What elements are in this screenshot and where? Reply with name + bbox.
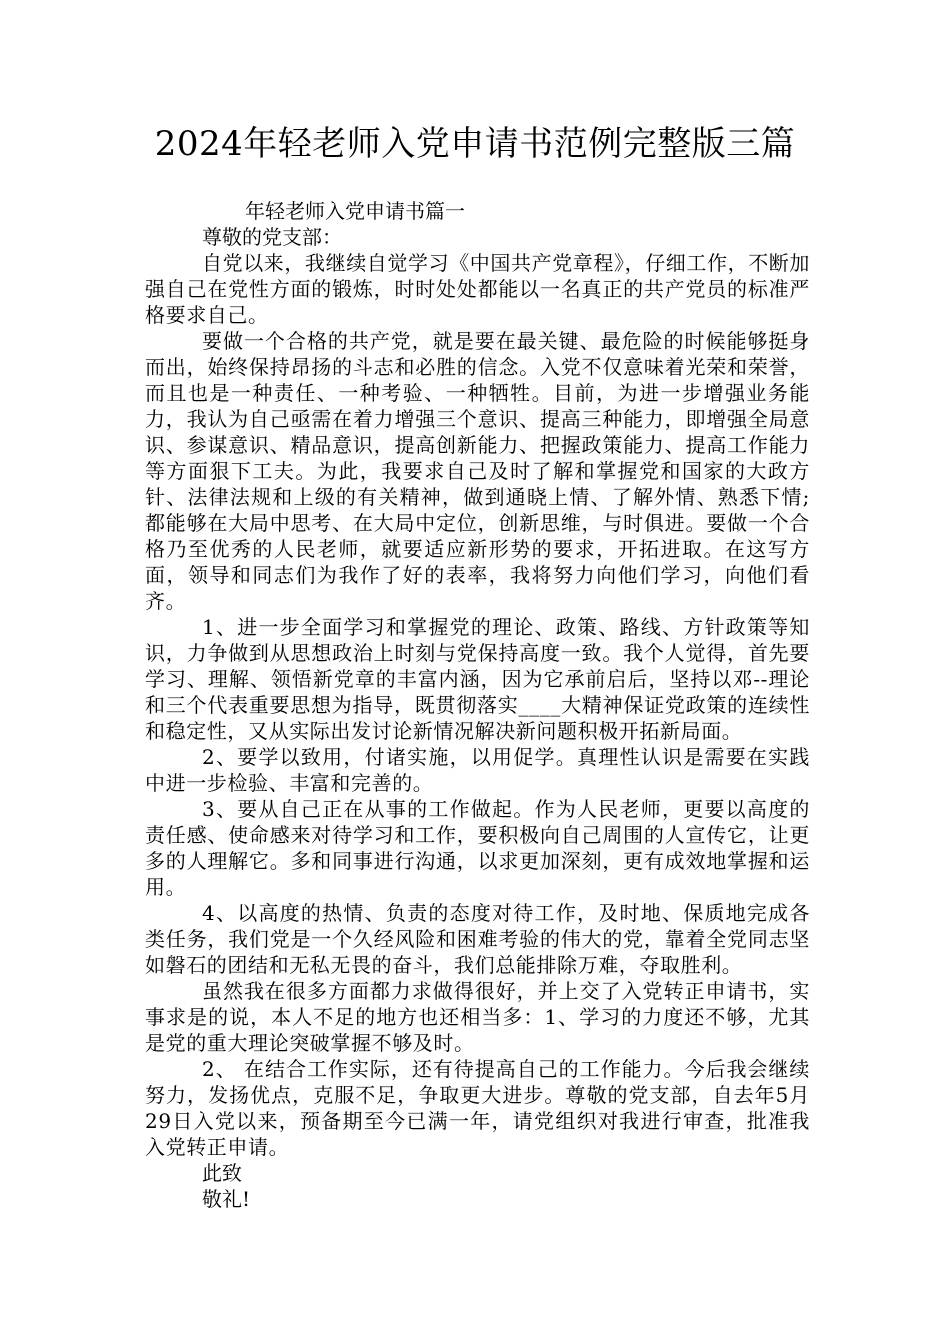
document-title: 2024年轻老师入党申请书范例完整版三篇 [154,124,796,164]
salutation: 尊敬的党支部： [202,225,342,249]
closing-line-2: 敬礼! [202,1187,251,1211]
closing-line-1: 此致 [202,1161,242,1185]
paragraph-3: 1、进一步全面学习和掌握党的理论、政策、路线、方针政策等知识，力争做到从思想政治上时刻与党保持高度一致。我个人觉得，首先要学习、理解、领悟新党章的丰富内涵，因为它承前启后，坚持以邓--理论和三个代表重要思想为指导，既贯彻落实____大精神保证党政策的连续性和稳定性，又从实际出发讨论新情况解决新问题积极开拓新局面。 [145,615,810,743]
paragraph-5: 3、要从自己正在从事的工作做起。作为人民老师，更要以高度的责任感、使命感来对待学习和工作，要积极向自己周围的人宣传它，让更多的人理解它。多和同事进行沟通，以求更加深刻，更有成效地掌握和运用。 [145,797,810,899]
document-page [145,118,810,1212]
section-title: 年轻老师入党申请书篇一 [245,199,465,223]
paragraph-2: 要做一个合格的共产党，就是要在最关键、最危险的时候能够挺身而出，始终保持昂扬的斗志和必胜的信念。入党不仅意味着光荣和荣誉，而且也是一种责任、一种考验、一种牺牲。目前，为进一步增强业务能力，我认为自己亟需在着力增强三个意识、提高三种能力，即增强全局意识、参谋意识、精品意识，提高创新能力、把握政策能力、提高工作能力等方面狠下工夫。为此，我要求自己及时了解和掌握党和国家的大政方针、法律法规和上级的有关精神，做到通晓上情、了解外情、熟悉下情;都能够在大局中思考、在大局中定位，创新思维，与时俱进。要做一个合格乃至优秀的人民老师，就要适应新形势的要求，开拓进取。在这写方面，领导和同志们为我作了好的表率，我将努力向他们学习，向他们看齐。 [145,329,810,613]
paragraph-8: 2、 在结合工作实际，还有待提高自己的工作能力。今后我会继续努力，发扬优点，克服不足，争取更大进步。尊敬的党支部，自去年5月29日入党以来，预备期至今已满一年，请党组织对我进行审查，批准我入党转正申请。 [145,1057,810,1159]
paragraph-7: 虽然我在很多方面都力求做得很好，并上交了入党转正申请书，实事求是的说，本人不足的地方也还相当多：1、学习的力度还不够，尤其是党的重大理论突破掌握不够及时。 [145,979,810,1055]
paragraph-6: 4、以高度的热情、负责的态度对待工作，及时地、保质地完成各类任务，我们党是一个久经风险和困难考验的伟大的党，靠着全党同志坚如磐石的团结和无私无畏的奋斗，我们总能排除万难，夺取胜利。 [145,901,810,977]
paragraph-1: 自党以来，我继续自觉学习《中国共产党章程》，仔细工作，不断加强自己在党性方面的锻炼，时时处处都能以一名真正的共产党员的标准严格要求自己。 [145,251,810,327]
paragraph-4: 2、要学以致用，付诸实施，以用促学。真理性认识是需要在实践中进一步检验、丰富和完善的。 [145,745,810,795]
